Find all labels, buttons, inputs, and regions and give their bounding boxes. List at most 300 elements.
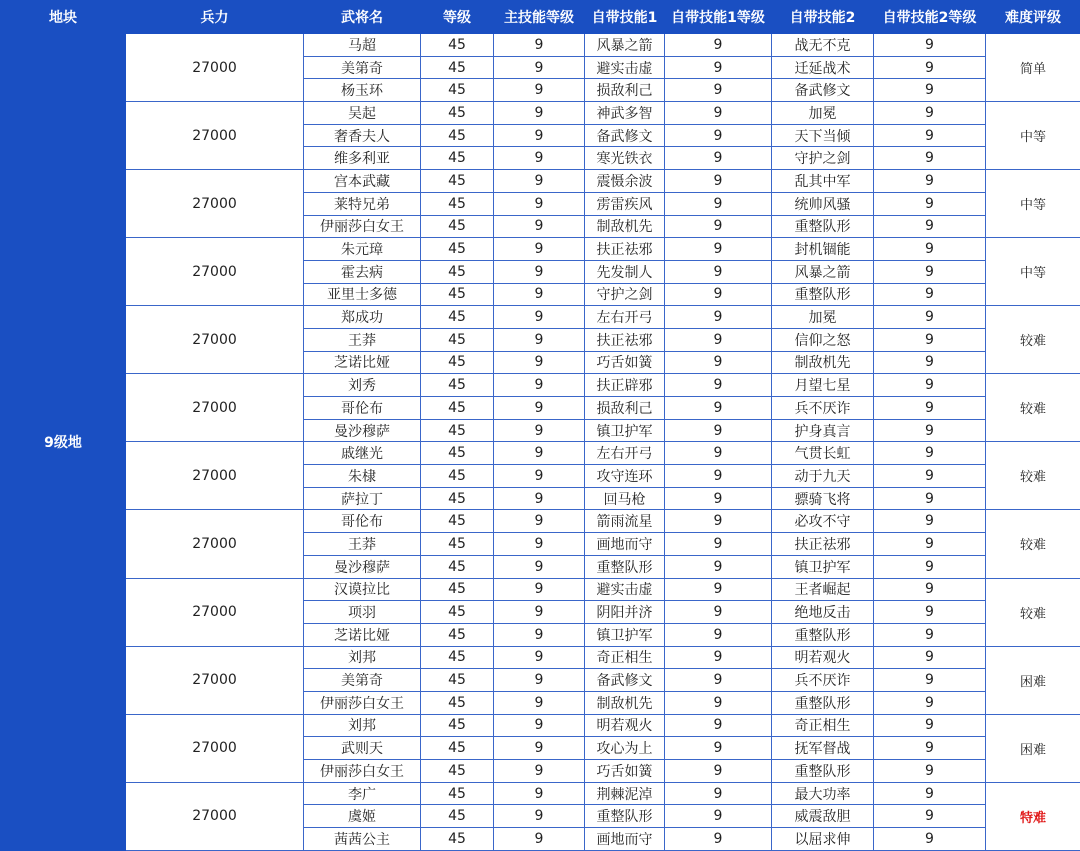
level-cell: 45 <box>421 102 494 125</box>
level-cell: 45 <box>421 192 494 215</box>
main-skill-level-cell: 9 <box>494 646 585 669</box>
skill1-level-cell: 9 <box>665 760 772 783</box>
skill2-cell: 加冕 <box>772 306 874 329</box>
skill1-level-cell: 9 <box>665 147 772 170</box>
main-skill-level-cell: 9 <box>494 714 585 737</box>
skill1-cell: 镇卫护军 <box>585 623 665 646</box>
skill1-level-cell: 9 <box>665 510 772 533</box>
skill1-level-cell: 9 <box>665 805 772 828</box>
skill1-cell: 画地而守 <box>585 828 665 851</box>
general-name-cell: 李广 <box>304 782 421 805</box>
level-cell: 45 <box>421 828 494 851</box>
header-row <box>1 1 1080 34</box>
level-cell: 45 <box>421 79 494 102</box>
skill2-level-cell: 9 <box>874 351 986 374</box>
main-skill-level-cell: 9 <box>494 34 585 57</box>
main-skill-level-cell: 9 <box>494 351 585 374</box>
general-name-cell: 朱元璋 <box>304 238 421 261</box>
skill1-level-cell: 9 <box>665 714 772 737</box>
general-name-cell: 伊丽莎白女王 <box>304 215 421 238</box>
skill1-cell: 风暴之箭 <box>585 34 665 57</box>
troops-cell: 27000 <box>126 510 304 578</box>
main-skill-level-cell: 9 <box>494 260 585 283</box>
general-name-cell: 虞姬 <box>304 805 421 828</box>
skill1-level-cell: 9 <box>665 487 772 510</box>
skill2-level-cell: 9 <box>874 760 986 783</box>
skill2-cell: 兵不厌诈 <box>772 397 874 420</box>
skill1-level-cell: 9 <box>665 691 772 714</box>
skill2-level-cell: 9 <box>874 623 986 646</box>
skill2-level-cell: 9 <box>874 102 986 125</box>
skill1-cell: 镇卫护军 <box>585 419 665 442</box>
level-cell: 45 <box>421 306 494 329</box>
skill2-cell: 兵不厌诈 <box>772 669 874 692</box>
skill1-level-cell: 9 <box>665 102 772 125</box>
skill1-level-cell: 9 <box>665 306 772 329</box>
general-name-cell: 霍去病 <box>304 260 421 283</box>
main-skill-level-cell: 9 <box>494 737 585 760</box>
general-name-cell: 美第奇 <box>304 56 421 79</box>
skill1-cell: 箭雨流星 <box>585 510 665 533</box>
general-name-cell: 王莽 <box>304 533 421 556</box>
troops-cell: 27000 <box>126 442 304 510</box>
header-skill1: 自带技能1 <box>585 1 665 34</box>
general-name-cell: 茜茜公主 <box>304 828 421 851</box>
skill1-level-cell: 9 <box>665 397 772 420</box>
skill2-cell: 重整队形 <box>772 760 874 783</box>
general-name-cell: 亚里士多德 <box>304 283 421 306</box>
difficulty-cell: 中等 <box>986 102 1080 170</box>
skill1-cell: 左右开弓 <box>585 442 665 465</box>
level-cell: 45 <box>421 623 494 646</box>
level-cell: 45 <box>421 238 494 261</box>
skill1-level-cell: 9 <box>665 669 772 692</box>
main-skill-level-cell: 9 <box>494 510 585 533</box>
level-cell: 45 <box>421 691 494 714</box>
troops-cell: 27000 <box>126 374 304 442</box>
skill1-level-cell: 9 <box>665 79 772 102</box>
header-level: 等级 <box>421 1 494 34</box>
skill1-cell: 避实击虚 <box>585 578 665 601</box>
header-skill2-level: 自带技能2等级 <box>874 1 986 34</box>
main-skill-level-cell: 9 <box>494 328 585 351</box>
difficulty-cell: 特难 <box>986 782 1080 850</box>
skill1-level-cell: 9 <box>665 34 772 57</box>
general-name-cell: 曼沙穆萨 <box>304 555 421 578</box>
main-skill-level-cell: 9 <box>494 56 585 79</box>
level-cell: 45 <box>421 147 494 170</box>
skill1-cell: 先发制人 <box>585 260 665 283</box>
skill1-level-cell: 9 <box>665 351 772 374</box>
main-skill-level-cell: 9 <box>494 555 585 578</box>
skill1-cell: 避实击虚 <box>585 56 665 79</box>
skill1-cell: 震慑余波 <box>585 170 665 193</box>
skill2-level-cell: 9 <box>874 238 986 261</box>
level-cell: 45 <box>421 56 494 79</box>
main-skill-level-cell: 9 <box>494 442 585 465</box>
main-skill-level-cell: 9 <box>494 601 585 624</box>
skill2-level-cell: 9 <box>874 397 986 420</box>
troops-cell: 27000 <box>126 102 304 170</box>
level-cell: 45 <box>421 714 494 737</box>
level-cell: 45 <box>421 34 494 57</box>
skill2-cell: 以屈求伸 <box>772 828 874 851</box>
skill1-cell: 奇正相生 <box>585 646 665 669</box>
skill1-cell: 雳雷疾风 <box>585 192 665 215</box>
skill1-cell: 攻守连环 <box>585 465 665 488</box>
skill2-level-cell: 9 <box>874 328 986 351</box>
level-cell: 45 <box>421 578 494 601</box>
skill1-cell: 制敌机先 <box>585 215 665 238</box>
skill2-level-cell: 9 <box>874 124 986 147</box>
skill1-level-cell: 9 <box>665 238 772 261</box>
skill2-cell: 加冕 <box>772 102 874 125</box>
skill1-level-cell: 9 <box>665 124 772 147</box>
table-row <box>1 782 1080 805</box>
troops-cell: 27000 <box>126 170 304 238</box>
general-name-cell: 哥伦布 <box>304 510 421 533</box>
level-cell: 45 <box>421 782 494 805</box>
skill2-level-cell: 9 <box>874 782 986 805</box>
skill2-level-cell: 9 <box>874 510 986 533</box>
main-skill-level-cell: 9 <box>494 419 585 442</box>
general-name-cell: 马超 <box>304 34 421 57</box>
level-cell: 45 <box>421 646 494 669</box>
header-main-skill-level: 主技能等级 <box>494 1 585 34</box>
general-name-cell: 哥伦布 <box>304 397 421 420</box>
general-name-cell: 武则天 <box>304 737 421 760</box>
skill2-cell: 绝地反击 <box>772 601 874 624</box>
skill2-cell: 乱其中军 <box>772 170 874 193</box>
difficulty-cell: 中等 <box>986 170 1080 238</box>
skill2-level-cell: 9 <box>874 578 986 601</box>
skill1-cell: 损敌利己 <box>585 79 665 102</box>
skill1-cell: 制敌机先 <box>585 691 665 714</box>
skill1-level-cell: 9 <box>665 623 772 646</box>
level-cell: 45 <box>421 397 494 420</box>
skill2-cell: 封机锢能 <box>772 238 874 261</box>
skill1-level-cell: 9 <box>665 283 772 306</box>
table-row <box>1 238 1080 261</box>
skill1-cell: 画地而守 <box>585 533 665 556</box>
main-skill-level-cell: 9 <box>494 215 585 238</box>
general-name-cell: 芝诺比娅 <box>304 351 421 374</box>
skill2-cell: 威震敌胆 <box>772 805 874 828</box>
general-name-cell: 莱特兄弟 <box>304 192 421 215</box>
skill1-cell: 扶正祛邪 <box>585 328 665 351</box>
difficulty-cell: 中等 <box>986 238 1080 306</box>
skill2-level-cell: 9 <box>874 283 986 306</box>
table-row <box>1 34 1080 57</box>
table-row <box>1 510 1080 533</box>
main-skill-level-cell: 9 <box>494 760 585 783</box>
level-cell: 45 <box>421 805 494 828</box>
skill1-level-cell: 9 <box>665 419 772 442</box>
main-skill-level-cell: 9 <box>494 238 585 261</box>
skill2-level-cell: 9 <box>874 79 986 102</box>
skill1-cell: 守护之剑 <box>585 283 665 306</box>
skill1-level-cell: 9 <box>665 56 772 79</box>
skill1-level-cell: 9 <box>665 170 772 193</box>
skill1-cell: 巧舌如簧 <box>585 351 665 374</box>
main-skill-level-cell: 9 <box>494 487 585 510</box>
skill2-level-cell: 9 <box>874 555 986 578</box>
main-skill-level-cell: 9 <box>494 283 585 306</box>
general-name-cell: 芝诺比娅 <box>304 623 421 646</box>
skill2-cell: 战无不克 <box>772 34 874 57</box>
difficulty-cell: 较难 <box>986 510 1080 578</box>
general-name-cell: 奢香夫人 <box>304 124 421 147</box>
general-name-cell: 宫本武藏 <box>304 170 421 193</box>
level-cell: 45 <box>421 124 494 147</box>
skill1-cell: 扶正辟邪 <box>585 374 665 397</box>
main-skill-level-cell: 9 <box>494 533 585 556</box>
main-skill-level-cell: 9 <box>494 79 585 102</box>
skill1-cell: 巧舌如簧 <box>585 760 665 783</box>
general-name-cell: 朱棣 <box>304 465 421 488</box>
skill2-level-cell: 9 <box>874 487 986 510</box>
skill1-cell: 损敌利己 <box>585 397 665 420</box>
table-row <box>1 578 1080 601</box>
skill2-cell: 重整队形 <box>772 691 874 714</box>
skill1-level-cell: 9 <box>665 578 772 601</box>
skill1-level-cell: 9 <box>665 601 772 624</box>
general-name-cell: 刘秀 <box>304 374 421 397</box>
skill1-level-cell: 9 <box>665 737 772 760</box>
main-skill-level-cell: 9 <box>494 669 585 692</box>
level-cell: 45 <box>421 215 494 238</box>
skill2-level-cell: 9 <box>874 215 986 238</box>
main-skill-level-cell: 9 <box>494 192 585 215</box>
skill2-cell: 备武修文 <box>772 79 874 102</box>
skill2-cell: 重整队形 <box>772 283 874 306</box>
level-cell: 45 <box>421 260 494 283</box>
skill1-level-cell: 9 <box>665 782 772 805</box>
skill2-cell: 气贯长虹 <box>772 442 874 465</box>
table-row <box>1 646 1080 669</box>
skill2-cell: 奇正相生 <box>772 714 874 737</box>
general-name-cell: 美第奇 <box>304 669 421 692</box>
general-name-cell: 伊丽莎白女王 <box>304 691 421 714</box>
skill1-level-cell: 9 <box>665 646 772 669</box>
level-cell: 45 <box>421 510 494 533</box>
general-name-cell: 刘邦 <box>304 646 421 669</box>
skill2-level-cell: 9 <box>874 737 986 760</box>
skill1-cell: 明若观火 <box>585 714 665 737</box>
skill2-cell: 明若观火 <box>772 646 874 669</box>
skill1-cell: 神武多智 <box>585 102 665 125</box>
skill2-level-cell: 9 <box>874 419 986 442</box>
difficulty-cell: 困难 <box>986 714 1080 782</box>
skill2-level-cell: 9 <box>874 192 986 215</box>
skill2-cell: 必攻不守 <box>772 510 874 533</box>
skill2-cell: 风暴之箭 <box>772 260 874 283</box>
main-skill-level-cell: 9 <box>494 170 585 193</box>
skill2-cell: 扶正祛邪 <box>772 533 874 556</box>
skill2-cell: 守护之剑 <box>772 147 874 170</box>
skill2-level-cell: 9 <box>874 533 986 556</box>
skill2-cell: 最大功率 <box>772 782 874 805</box>
skill2-level-cell: 9 <box>874 465 986 488</box>
skill1-cell: 扶正祛邪 <box>585 238 665 261</box>
skill2-level-cell: 9 <box>874 442 986 465</box>
skill2-cell: 制敌机先 <box>772 351 874 374</box>
troops-cell: 27000 <box>126 578 304 646</box>
difficulty-cell: 较难 <box>986 374 1080 442</box>
skill2-level-cell: 9 <box>874 374 986 397</box>
skill2-level-cell: 9 <box>874 147 986 170</box>
skill1-level-cell: 9 <box>665 260 772 283</box>
skill1-level-cell: 9 <box>665 555 772 578</box>
troops-cell: 27000 <box>126 714 304 782</box>
level-cell: 45 <box>421 351 494 374</box>
skill2-level-cell: 9 <box>874 170 986 193</box>
main-skill-level-cell: 9 <box>494 374 585 397</box>
main-skill-level-cell: 9 <box>494 623 585 646</box>
skill1-cell: 荆棘泥淖 <box>585 782 665 805</box>
level-cell: 45 <box>421 465 494 488</box>
table-row <box>1 442 1080 465</box>
skill2-cell: 信仰之怒 <box>772 328 874 351</box>
skill2-cell: 抚军督战 <box>772 737 874 760</box>
difficulty-cell: 困难 <box>986 646 1080 714</box>
level-cell: 45 <box>421 419 494 442</box>
skill1-cell: 回马枪 <box>585 487 665 510</box>
difficulty-cell: 简单 <box>986 34 1080 102</box>
general-name-cell: 萨拉丁 <box>304 487 421 510</box>
skill2-level-cell: 9 <box>874 306 986 329</box>
general-name-cell: 项羽 <box>304 601 421 624</box>
level-cell: 45 <box>421 328 494 351</box>
general-name-cell: 伊丽莎白女王 <box>304 760 421 783</box>
skill2-cell: 动于九天 <box>772 465 874 488</box>
main-skill-level-cell: 9 <box>494 578 585 601</box>
level-cell: 45 <box>421 374 494 397</box>
region-cell: 9级地 <box>1 34 126 851</box>
level-cell: 45 <box>421 555 494 578</box>
skill2-level-cell: 9 <box>874 646 986 669</box>
skill2-cell: 重整队形 <box>772 623 874 646</box>
header-skill2: 自带技能2 <box>772 1 874 34</box>
table-row <box>1 170 1080 193</box>
skill2-level-cell: 9 <box>874 714 986 737</box>
troops-cell: 27000 <box>126 238 304 306</box>
main-skill-level-cell: 9 <box>494 397 585 420</box>
skill1-cell: 寒光铁衣 <box>585 147 665 170</box>
header-skill1-level: 自带技能1等级 <box>665 1 772 34</box>
level-cell: 45 <box>421 487 494 510</box>
level-cell: 45 <box>421 601 494 624</box>
skill2-level-cell: 9 <box>874 260 986 283</box>
difficulty-cell: 较难 <box>986 306 1080 374</box>
main-skill-level-cell: 9 <box>494 782 585 805</box>
skill1-cell: 左右开弓 <box>585 306 665 329</box>
difficulty-cell: 较难 <box>986 442 1080 510</box>
troops-cell: 27000 <box>126 306 304 374</box>
main-skill-level-cell: 9 <box>494 102 585 125</box>
skill1-level-cell: 9 <box>665 192 772 215</box>
main-skill-level-cell: 9 <box>494 828 585 851</box>
main-skill-level-cell: 9 <box>494 805 585 828</box>
skill2-cell: 重整队形 <box>772 215 874 238</box>
skill2-level-cell: 9 <box>874 691 986 714</box>
general-name-cell: 曼沙穆萨 <box>304 419 421 442</box>
level-cell: 45 <box>421 442 494 465</box>
table-row <box>1 374 1080 397</box>
level-cell: 45 <box>421 283 494 306</box>
skill2-level-cell: 9 <box>874 805 986 828</box>
main-skill-level-cell: 9 <box>494 465 585 488</box>
skill2-cell: 护身真言 <box>772 419 874 442</box>
level-cell: 45 <box>421 737 494 760</box>
skill1-level-cell: 9 <box>665 465 772 488</box>
skill2-level-cell: 9 <box>874 56 986 79</box>
general-name-cell: 杨玉环 <box>304 79 421 102</box>
skill2-cell: 月望七星 <box>772 374 874 397</box>
skill2-level-cell: 9 <box>874 601 986 624</box>
general-name-cell: 维多利亚 <box>304 147 421 170</box>
table-row <box>1 306 1080 329</box>
skill2-level-cell: 9 <box>874 669 986 692</box>
skill1-cell: 重整队形 <box>585 805 665 828</box>
troops-cell: 27000 <box>126 34 304 102</box>
header-region: 地块 <box>1 1 126 34</box>
skill1-cell: 备武修文 <box>585 124 665 147</box>
skill1-cell: 备武修文 <box>585 669 665 692</box>
skill2-level-cell: 9 <box>874 828 986 851</box>
skill2-level-cell: 9 <box>874 34 986 57</box>
troops-cell: 27000 <box>126 782 304 850</box>
table-row <box>1 714 1080 737</box>
skill1-level-cell: 9 <box>665 328 772 351</box>
skill1-level-cell: 9 <box>665 828 772 851</box>
level-cell: 45 <box>421 533 494 556</box>
skill1-level-cell: 9 <box>665 533 772 556</box>
general-name-cell: 郑成功 <box>304 306 421 329</box>
table-row <box>1 102 1080 125</box>
skill1-level-cell: 9 <box>665 442 772 465</box>
skill2-cell: 天下当倾 <box>772 124 874 147</box>
skill1-level-cell: 9 <box>665 374 772 397</box>
skill1-cell: 重整队形 <box>585 555 665 578</box>
general-name-cell: 汉谟拉比 <box>304 578 421 601</box>
header-difficulty: 难度评级 <box>986 1 1080 34</box>
skill2-cell: 镇卫护军 <box>772 555 874 578</box>
skill1-cell: 阴阳并济 <box>585 601 665 624</box>
skill1-level-cell: 9 <box>665 215 772 238</box>
skill2-cell: 骠骑飞将 <box>772 487 874 510</box>
level-cell: 45 <box>421 760 494 783</box>
header-general-name: 武将名 <box>304 1 421 34</box>
skill1-cell: 攻心为上 <box>585 737 665 760</box>
level-cell: 45 <box>421 170 494 193</box>
level-cell: 45 <box>421 669 494 692</box>
main-skill-level-cell: 9 <box>494 124 585 147</box>
general-name-cell: 刘邦 <box>304 714 421 737</box>
difficulty-cell: 较难 <box>986 578 1080 646</box>
header-troops: 兵力 <box>126 1 304 34</box>
general-name-cell: 王莽 <box>304 328 421 351</box>
skill2-cell: 王者崛起 <box>772 578 874 601</box>
skill2-cell: 迁延战术 <box>772 56 874 79</box>
main-skill-level-cell: 9 <box>494 306 585 329</box>
general-name-cell: 戚继光 <box>304 442 421 465</box>
general-name-cell: 吴起 <box>304 102 421 125</box>
main-skill-level-cell: 9 <box>494 147 585 170</box>
skill2-cell: 统帅风骚 <box>772 192 874 215</box>
main-skill-level-cell: 9 <box>494 691 585 714</box>
troops-cell: 27000 <box>126 646 304 714</box>
